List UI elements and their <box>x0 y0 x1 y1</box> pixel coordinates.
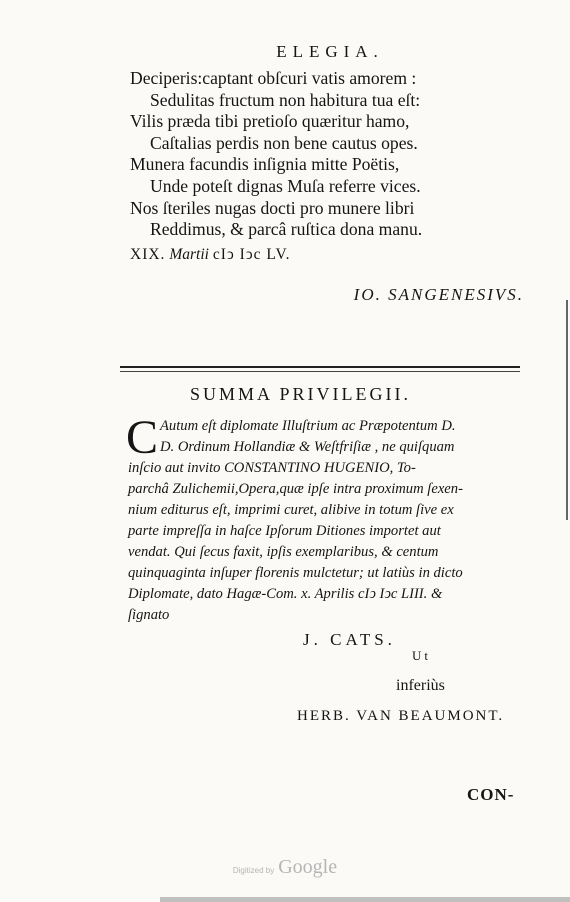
google-logo: Google <box>278 856 338 878</box>
page-edge <box>566 300 568 520</box>
signature-cats: J. CATS. <box>303 630 396 649</box>
digitization-watermark <box>0 856 570 879</box>
date-day: XIX. <box>130 246 166 263</box>
privilege-line: nium editurus eſt, imprimi curet, alibive in totum ſive ex <box>128 502 454 518</box>
author-signature: IO. SANGENESIVS. <box>353 285 524 304</box>
verse-line: Deciperis:captant obſcuri vatis amorem : <box>130 68 417 88</box>
signature-beaumont: HERB. VAN BEAUMONT. <box>297 708 505 724</box>
privilege-line: quinquaginta inſuper florenis mulctetur; ut latiùs in dicto <box>128 565 463 581</box>
privilege-line: inſcio aut invito CONSTANTINO HUGENIO, To- <box>128 460 416 476</box>
verse-line: Nos ſteriles nugas docti pro munere libri <box>130 197 415 218</box>
verse-line: Unde poteſt dignas Muſa referre vices. <box>150 175 421 196</box>
verse-line: Reddimus, & parcâ ruſtica dona manu. <box>150 219 423 240</box>
date-month: Martii <box>169 246 209 263</box>
running-head: ELEGIA. <box>276 42 384 61</box>
privilege-line: parte impreſſa in haſce Ipſorum Ditiones importet aut <box>128 523 441 539</box>
date-year: cIↄ Iↄc LV. <box>212 246 291 263</box>
divider-rule-thin <box>120 371 520 372</box>
privilege-heading: SUMMA PRIVILEGII. <box>190 384 412 404</box>
drop-cap: C <box>126 411 159 464</box>
verse-line: Munera facundis inſignia mitte Poëtis, <box>130 154 400 175</box>
privilege-line: ſignato <box>128 607 170 623</box>
signature-inferius: inferiùs <box>396 677 445 694</box>
divider-rule <box>120 366 520 368</box>
privilege-line: parchâ Zulichemii,Opera,quæ ipſe intra proximum ſexen- <box>128 481 463 497</box>
privilege-line: Autum eſt diplomate Illuſtrium ac Præpotentum D. <box>160 418 456 434</box>
privilege-text <box>126 411 528 626</box>
page-bottom-shadow <box>160 897 570 902</box>
privilege-line: Diplomate, dato Hagæ-Com. x. Aprilis cIↄ Iↄc LIII. & <box>128 586 443 602</box>
verse-line: Sedulitas fructum non habitura tua eſt: <box>150 89 421 110</box>
privilege-line: vendat. Qui ſecus faxit, ipſis exemplaribus, & centum <box>128 544 439 560</box>
signature-ut: Ut <box>412 648 431 663</box>
digitized-by-label: Digitized by <box>232 866 275 875</box>
verse-line: Vilis præda tibi pretioſo quæritur hamo, <box>130 111 410 132</box>
catchword: CON- <box>467 785 515 804</box>
privilege-line: D. Ordinum Hollandiæ & Weſtfriſiæ , ne quiſquam <box>160 439 455 455</box>
elegy-verse <box>130 68 470 241</box>
date-line <box>130 246 291 264</box>
verse-line: Caſtalias perdis non bene cautus opes. <box>150 132 418 153</box>
